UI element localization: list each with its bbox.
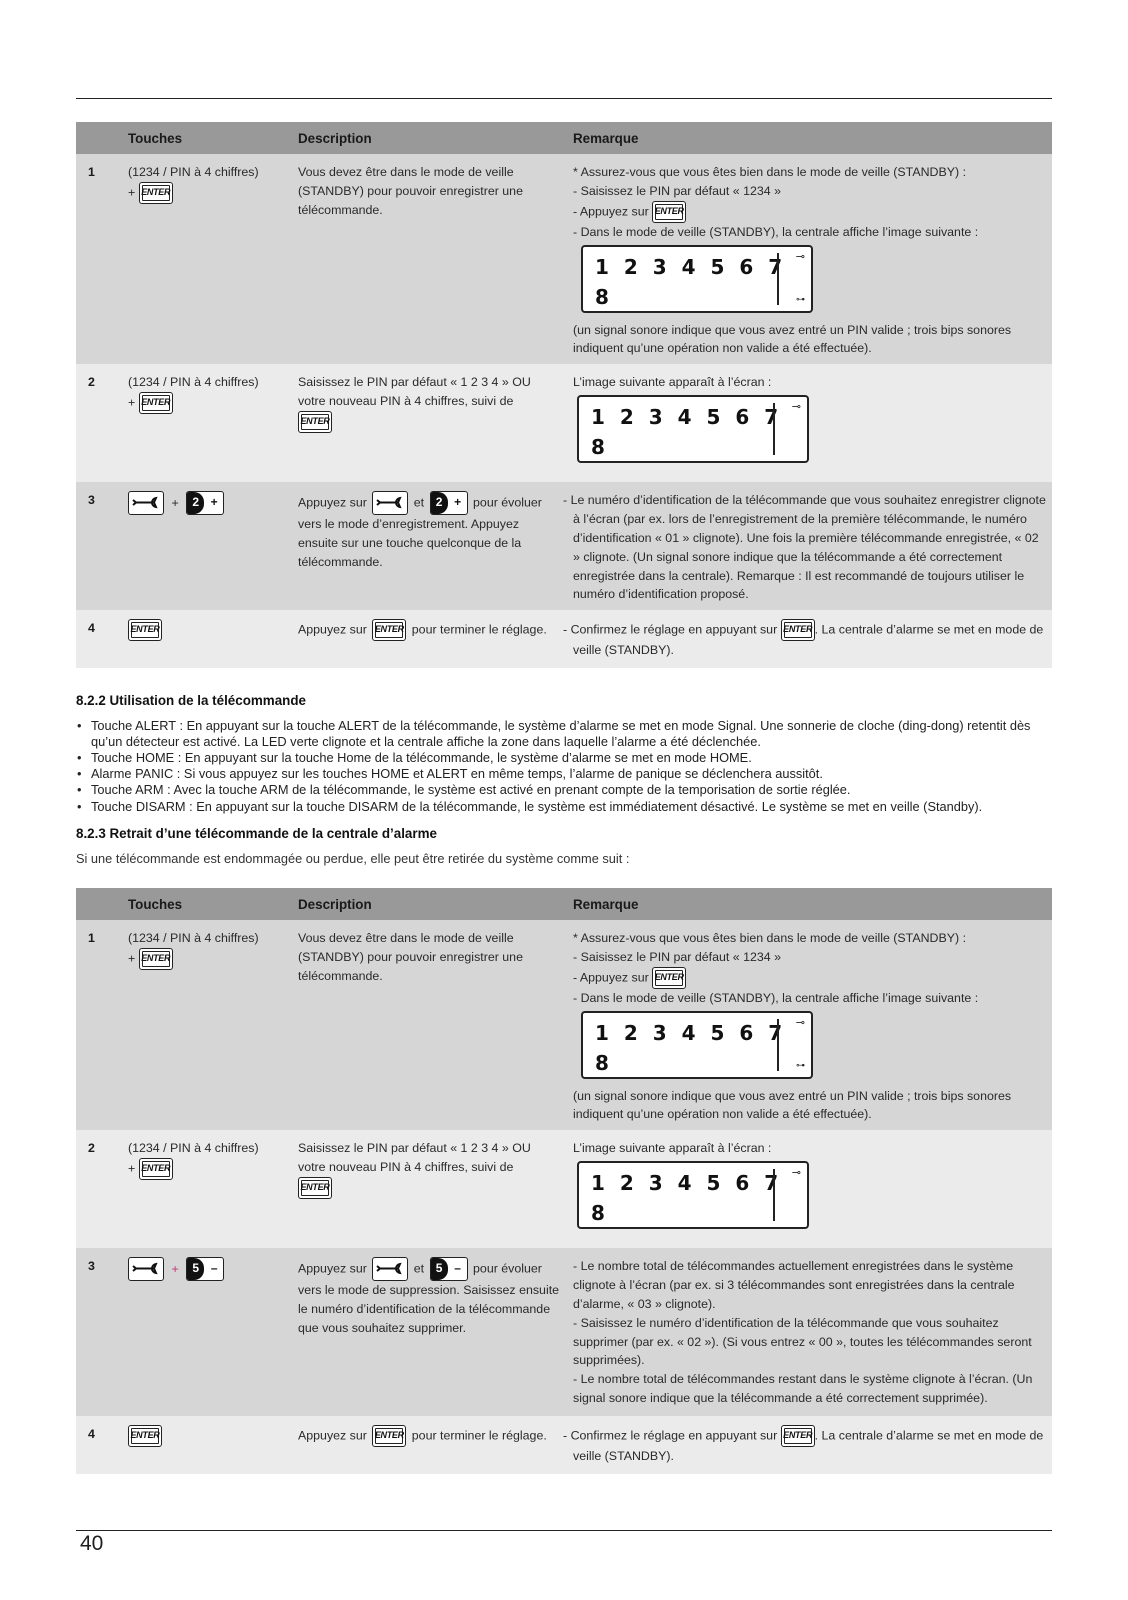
table-header-row xyxy=(76,888,1052,920)
step-description: Appuyez sur ENTER pour terminer le réglage. xyxy=(292,1416,567,1474)
key-icon: ⊸ xyxy=(795,250,805,263)
header-remarque: Remarque xyxy=(567,122,1052,154)
enter-key-icon: ENTER xyxy=(372,1425,406,1447)
step-remark: L’image suivante apparaît à l’écran : 1 2 3 4 5 6 7 8 ⊸ xyxy=(567,1130,1052,1248)
step-number: 1 xyxy=(76,154,122,364)
enter-key-icon: ENTER xyxy=(781,1425,815,1447)
step-remark: * Assurez-vous que vous êtes bien dans le mode de veille (STANDBY) : - Saisissez le PIN par défaut « 1234 » - Appuyez sur ENTER - Dans le mode de veille (STANDBY), la centrale affiche l’image suivante : 1 2 3 4 5 6 7 8 ⊸ ⊶ (un signal sonore indique que vous avez entré un PIN valide ; trois bips sonores indiquent qu’une opération non valide a été effectuée). xyxy=(567,154,1052,364)
enter-key-icon: ENTER xyxy=(298,411,332,433)
table-row xyxy=(76,610,1052,668)
enter-key-icon: ENTER xyxy=(128,619,162,641)
step-keys xyxy=(122,1130,292,1248)
table-row xyxy=(76,1416,1052,1474)
remove-remote-table xyxy=(76,888,1052,1474)
step-number: 2 xyxy=(76,1130,122,1248)
enter-key-icon: ENTER xyxy=(652,201,686,223)
header-touches: Touches xyxy=(122,888,292,920)
plus-text: + xyxy=(128,185,136,200)
wrench-key-icon xyxy=(372,491,408,515)
pin-label: (1234 / PIN à 4 chiffres) xyxy=(128,1141,259,1156)
list-item: • Touche DISARM : En appuyant sur la touche DISARM de la télécommande, le système est immédiatement désactivé. Le système se met en veille (Standby). xyxy=(76,799,1052,815)
lcd-digits: 1 2 3 4 5 6 7 8 xyxy=(591,1171,783,1226)
step-description: Saisissez le PIN par défaut « 1 2 3 4 » OU votre nouveau PIN à 4 chiffres, suivi de ENTER xyxy=(292,364,567,482)
step-number: 3 xyxy=(76,482,122,610)
step-description: Appuyez sur ENTER pour terminer le réglage. xyxy=(292,610,567,668)
plus-text: + xyxy=(171,1261,179,1276)
key-2-plus-icon: 2 + xyxy=(430,491,468,515)
table-row xyxy=(76,920,1052,1130)
lcd-display xyxy=(581,245,813,313)
key-icon: ⊸ xyxy=(795,1016,805,1029)
enter-key-icon: ENTER xyxy=(139,948,173,970)
enter-key-icon: ENTER xyxy=(372,619,406,641)
lcd-display xyxy=(581,1011,813,1079)
header-rule xyxy=(76,98,1052,99)
enter-key-icon: ENTER xyxy=(781,619,815,641)
lcd-digits: 1 2 3 4 5 6 7 8 xyxy=(591,405,783,460)
step-keys xyxy=(122,482,292,610)
section-intro: Si une télécommande est endommagée ou perdue, elle peut être retirée du système comme suit : xyxy=(76,851,630,866)
lcd-display xyxy=(577,1161,809,1229)
step-description: Appuyez sur et 5 – pour évoluer vers le mode de suppression. Saisissez ensuite le numéro d’identification de la télécommande que vous souhaitez supprimer. xyxy=(292,1248,567,1416)
enter-key-icon: ENTER xyxy=(139,1158,173,1180)
step-number: 3 xyxy=(76,1248,122,1416)
pin-label: (1234 / PIN à 4 chiffres) xyxy=(128,165,259,179)
step-keys xyxy=(122,154,292,364)
key-5-minus-icon: 5 – xyxy=(430,1257,468,1281)
page-number: 40 xyxy=(80,1532,104,1555)
header-description: Description xyxy=(292,888,567,920)
step-keys xyxy=(122,610,292,668)
step-remark: - Confirmez le réglage en appuyant sur ENTER . La centrale d’alarme se met en mode de veille (STANDBY). xyxy=(567,1416,1052,1474)
section-heading-823: 8.2.3 Retrait d’une télécommande de la centrale d’alarme xyxy=(76,826,437,841)
key-icon: ⊸ xyxy=(791,1167,801,1180)
footer-rule xyxy=(76,1530,1052,1531)
step-remark: * Assurez-vous que vous êtes bien dans le mode de veille (STANDBY) : - Saisissez le PIN par défaut « 1234 » - Appuyez sur ENTER - Dans le mode de veille (STANDBY), la centrale affiche l’image suivante : 1 2 3 4 5 6 7 8 ⊸ ⊶ (un signal sonore indique que vous avez entré un PIN valide ; trois bips sonores indiquent qu’une opération non valide a été effectuée). xyxy=(567,920,1052,1130)
wrench-key-icon xyxy=(128,491,164,515)
table-row xyxy=(76,154,1052,364)
step-keys xyxy=(122,1416,292,1474)
key-5-minus-icon: 5 – xyxy=(186,1257,224,1281)
enter-key-icon: ENTER xyxy=(128,1425,162,1447)
lcd-digits: 1 2 3 4 5 6 7 8 xyxy=(595,254,787,309)
step-description: Vous devez être dans le mode de veille (STANDBY) pour pouvoir enregistrer une télécommande. xyxy=(292,154,567,364)
lcd-display xyxy=(577,395,809,463)
list-item: • Touche ALERT : En appuyant sur la touche ALERT de la télécommande, le système d’alarme se met en mode Signal. Une sonnerie de cloche (ding-dong) retentit dès qu’un détecteur est activé. La LED verte clignote et la centrale affiche la zone dans laquelle l’alarme a été déclenchée. xyxy=(76,718,1052,750)
table-row xyxy=(76,1130,1052,1248)
table-header-row xyxy=(76,122,1052,154)
enter-key-icon: ENTER xyxy=(298,1177,332,1199)
header-touches: Touches xyxy=(122,122,292,154)
table-row xyxy=(76,364,1052,482)
step-number: 4 xyxy=(76,610,122,668)
plus-text: + xyxy=(128,951,136,966)
pin-label: (1234 / PIN à 4 chiffres) xyxy=(128,931,259,945)
enter-key-icon: ENTER xyxy=(652,967,686,989)
header-remarque: Remarque xyxy=(567,888,1052,920)
key-icon: ⊶ xyxy=(796,293,805,304)
step-keys xyxy=(122,920,292,1130)
enter-key-icon: ENTER xyxy=(139,182,173,204)
step-remark: - Confirmez le réglage en appuyant sur ENTER . La centrale d’alarme se met en mode de veille (STANDBY). xyxy=(567,610,1052,668)
step-description: Vous devez être dans le mode de veille (STANDBY) pour pouvoir enregistrer une télécommande. xyxy=(292,920,567,1130)
step-remark: - Le nombre total de télécommandes actuellement enregistrées dans le système clignote à l’écran (par ex. si 3 télécommandes sont enregistrées dans la centrale d’alarme, « 03 » clignote). - Saisissez le numéro d’identification de la télécommande que vous souhaitez supprimer (par ex. « 02 »). (Si vous entrez « 00 », toutes les télécommandes seront supprimées). - Le nombre total de télécommandes restant dans le système clignote à l’écran. (Un signal sonore indique que la télécommande a été correctement supprimée). xyxy=(567,1248,1052,1416)
plus-text: + xyxy=(128,1161,136,1176)
pin-label: (1234 / PIN à 4 chiffres) xyxy=(128,375,259,390)
header-description: Description xyxy=(292,122,567,154)
wrench-key-icon xyxy=(128,1257,164,1281)
section-heading-822: 8.2.2 Utilisation de la télécommande xyxy=(76,693,306,708)
key-icon: ⊸ xyxy=(791,401,801,414)
key-2-plus-icon: 2 + xyxy=(186,491,224,515)
lcd-digits: 1 2 3 4 5 6 7 8 xyxy=(595,1020,787,1075)
step-number: 4 xyxy=(76,1416,122,1474)
plus-text: + xyxy=(171,495,179,510)
list-item: • Touche ARM : Avec la touche ARM de la télécommande, le système est activé en prenant compte de la temporisation de sortie réglée. xyxy=(76,782,1052,798)
step-remark: L’image suivante apparaît à l’écran : 1 2 3 4 5 6 7 8 ⊸ xyxy=(567,364,1052,482)
remote-usage-list xyxy=(76,718,1052,815)
step-number: 2 xyxy=(76,364,122,482)
wrench-key-icon xyxy=(372,1257,408,1281)
step-description: Saisissez le PIN par défaut « 1 2 3 4 » OU votre nouveau PIN à 4 chiffres, suivi de ENTER xyxy=(292,1130,567,1248)
table-row xyxy=(76,1248,1052,1416)
step-number: 1 xyxy=(76,920,122,1130)
step-keys xyxy=(122,1248,292,1416)
step-description: Appuyez sur et 2 + pour évoluer vers le mode d’enregistrement. Appuyez ensuite sur une touche quelconque de la télécommande. xyxy=(292,482,567,610)
register-remote-table xyxy=(76,122,1052,668)
step-remark: - Le numéro d’identification de la télécommande que vous souhaitez enregistrer clignote à l’écran (par ex. lors de l’enregistrement de la première télécommande, le numéro d’identification « 01 » clignote). Une fois la première télécommande enregistrée, « 02 » clignote. (Un signal sonore indique que la télécommande a été correctement enregistrée dans la centrale). Remarque : Il est recommandé de toujours utiliser le numéro d’identification proposé. xyxy=(567,482,1052,610)
list-item: • Touche HOME : En appuyant sur la touche Home de la télécommande, le système d’alarme se met en mode HOME. xyxy=(76,750,1052,766)
list-item: • Alarme PANIC : Si vous appuyez sur les touches HOME et ALERT en même temps, l’alarme de panique se déclenchera aussitôt. xyxy=(76,766,1052,782)
key-icon: ⊶ xyxy=(796,1059,805,1070)
enter-key-icon: ENTER xyxy=(139,392,173,414)
plus-text: + xyxy=(128,395,136,410)
step-keys xyxy=(122,364,292,482)
table-row xyxy=(76,482,1052,610)
